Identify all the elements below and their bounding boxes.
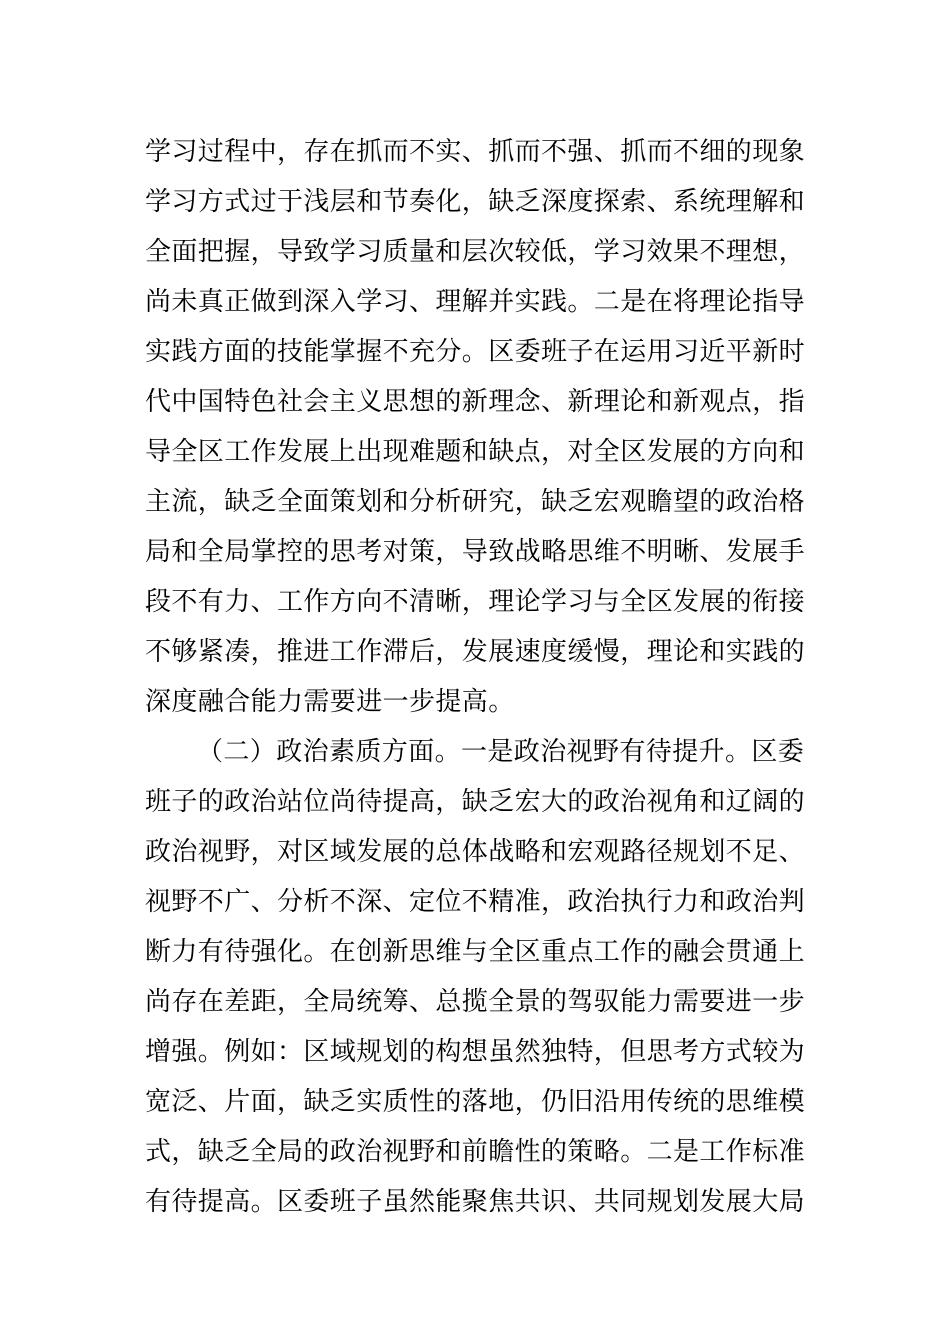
- section-heading-line: （二）政治素质方面。一是政治视野有待提升。区委: [197, 737, 805, 767]
- text-line: 主流，缺乏全面策划和分析研究，缺乏宏观瞻望的政治格: [145, 487, 806, 517]
- text-line: 式，缺乏全局的政治视野和前瞻性的策略。二是工作标准: [145, 1137, 806, 1167]
- text-line: 全面把握，导致学习质量和层次较低，学习效果不理想，: [145, 237, 806, 267]
- text-line: 有待提高。区委班子虽然能聚焦共识、共同规划发展大局: [145, 1187, 806, 1217]
- text-line: 导全区工作发展上出现难题和缺点，对全区发展的方向和: [145, 437, 806, 467]
- text-line: 学习方式过于浅层和节奏化，缺乏深度探索、系统理解和: [145, 187, 806, 217]
- text-line: 实践方面的技能掌握不充分。区委班子在运用习近平新时: [145, 337, 806, 367]
- text-line: 尚未真正做到深入学习、理解并实践。二是在将理论指导: [145, 287, 806, 317]
- text-line: 学习过程中，存在抓而不实、抓而不强、抓而不细的现象: [145, 137, 806, 167]
- text-line: 段不有力、工作方向不清晰，理论学习与全区发展的衔接: [145, 587, 806, 617]
- text-line: 深度融合能力需要进一步提高。: [145, 687, 515, 717]
- text-line: 增强。例如：区域规划的构想虽然独特，但思考方式较为: [145, 1037, 806, 1067]
- text-line: 不够紧凑，推进工作滞后，发展速度缓慢，理论和实践的: [145, 637, 806, 667]
- text-line: 局和全局掌控的思考对策，导致战略思维不明晰、发展手: [145, 537, 806, 567]
- text-line: 宽泛、片面，缺乏实质性的落地，仍旧沿用传统的思维模: [145, 1087, 806, 1117]
- text-line: 政治视野，对区域发展的总体战略和宏观路径规划不足、: [145, 837, 806, 867]
- text-line: 代中国特色社会主义思想的新理念、新理论和新观点，指: [145, 387, 806, 417]
- text-line: 断力有待强化。在创新思维与全区重点工作的融会贯通上: [145, 937, 806, 967]
- text-line: 尚存在差距，全局统筹、总揽全景的驾驭能力需要进一步: [145, 987, 806, 1017]
- body-text: [145, 127, 815, 1227]
- text-line: 视野不广、分析不深、定位不精准，政治执行力和政治判: [145, 887, 806, 917]
- text-line: 班子的政治站位尚待提高，缺乏宏大的政治视角和辽阔的: [145, 787, 806, 817]
